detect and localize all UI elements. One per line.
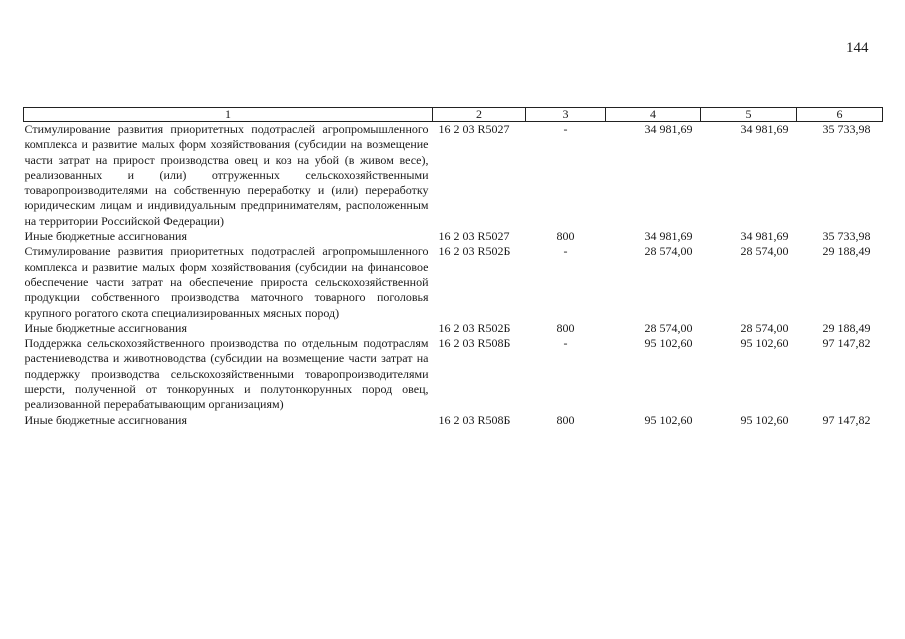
table-row bbox=[24, 413, 883, 428]
row-name: Иные бюджетные ассигнования bbox=[24, 412, 187, 427]
row-expense-type: 800 bbox=[556, 412, 575, 427]
table-row bbox=[24, 122, 883, 230]
row-value-6: 29 188,49 bbox=[822, 244, 871, 259]
header-col-6: 6 bbox=[797, 108, 883, 122]
row-code: 16 2 03 R508Б bbox=[438, 412, 511, 427]
row-value-4: 34 981,69 bbox=[644, 229, 693, 244]
header-col-4: 4 bbox=[606, 108, 701, 122]
row-name: Стимулирование развития приоритетных подотраслей агропромышленного комплекса и развитие малых форм хозяйствования (субсидии на возмещение части затрат на прирост производства овец и коз на убой (в живом весе), реализованных и (или) отгруженных сельскохозяйственными товаропроизводителями на собственную переработку и (или) переработку юридическим лицам и индивидуальным предпринимателям, расположенным на территории Российской Федерации) bbox=[24, 122, 429, 228]
row-value-5: 28 574,00 bbox=[740, 244, 789, 259]
table-row bbox=[24, 321, 883, 336]
table-body bbox=[24, 122, 883, 428]
row-expense-type: 800 bbox=[556, 229, 575, 244]
header-row bbox=[24, 108, 883, 122]
row-code: 16 2 03 R5027 bbox=[438, 229, 510, 244]
table-header bbox=[24, 108, 883, 122]
row-value-4: 95 102,60 bbox=[644, 336, 693, 351]
row-value-6: 35 733,98 bbox=[822, 229, 871, 244]
table-row bbox=[24, 336, 883, 412]
row-value-6: 35 733,98 bbox=[822, 122, 871, 136]
row-name: Стимулирование развития приоритетных подотраслей агропромышленного комплекса и развитие малых форм хозяйствования (субсидии на финансовое обеспечение части затрат на обеспечение прироста сельскохозяйственной продукции собственного производства маточного товарного поголовья крупного рогатого скота специализированных мясных пород) bbox=[24, 244, 429, 320]
row-expense-type: - bbox=[563, 244, 568, 259]
table-row bbox=[24, 229, 883, 244]
row-code: 16 2 03 R5027 bbox=[438, 122, 510, 136]
row-value-5: 95 102,60 bbox=[740, 336, 789, 351]
row-value-4: 28 574,00 bbox=[644, 244, 693, 259]
header-col-1: 1 bbox=[24, 108, 433, 122]
budget-table bbox=[23, 107, 883, 428]
header-col-2: 2 bbox=[433, 108, 526, 122]
header-col-3: 3 bbox=[526, 108, 606, 122]
row-value-5: 34 981,69 bbox=[740, 229, 789, 244]
row-value-4: 95 102,60 bbox=[644, 412, 693, 427]
row-value-5: 34 981,69 bbox=[740, 122, 789, 136]
row-expense-type: - bbox=[563, 336, 568, 351]
row-value-4: 34 981,69 bbox=[644, 122, 693, 136]
row-value-5: 28 574,00 bbox=[740, 320, 789, 335]
row-name: Поддержка сельскохозяйственного производства по отдельным подотраслям растениеводства и животноводства (субсидии на возмещение части затрат на поддержку производства сельскохозяйственными товаропроизводителями шерсти, полученной от тонкорунных и полутонкорунных пород овец, реализованной перерабатывающим организациям) bbox=[24, 336, 429, 412]
row-name: Иные бюджетные ассигнования bbox=[24, 320, 187, 335]
row-value-6: 29 188,49 bbox=[822, 320, 871, 335]
row-name: Иные бюджетные ассигнования bbox=[24, 229, 187, 244]
page-number: 144 bbox=[846, 40, 869, 56]
row-code: 16 2 03 R502Б bbox=[438, 320, 511, 335]
row-value-6: 97 147,82 bbox=[822, 412, 871, 427]
row-value-6: 97 147,82 bbox=[822, 336, 871, 351]
row-code: 16 2 03 R508Б bbox=[438, 336, 511, 351]
row-expense-type: - bbox=[563, 122, 568, 136]
header-col-5: 5 bbox=[701, 108, 797, 122]
table-row bbox=[24, 244, 883, 320]
row-value-5: 95 102,60 bbox=[740, 412, 789, 427]
row-expense-type: 800 bbox=[556, 320, 575, 335]
row-value-4: 28 574,00 bbox=[644, 320, 693, 335]
row-code: 16 2 03 R502Б bbox=[438, 244, 511, 259]
